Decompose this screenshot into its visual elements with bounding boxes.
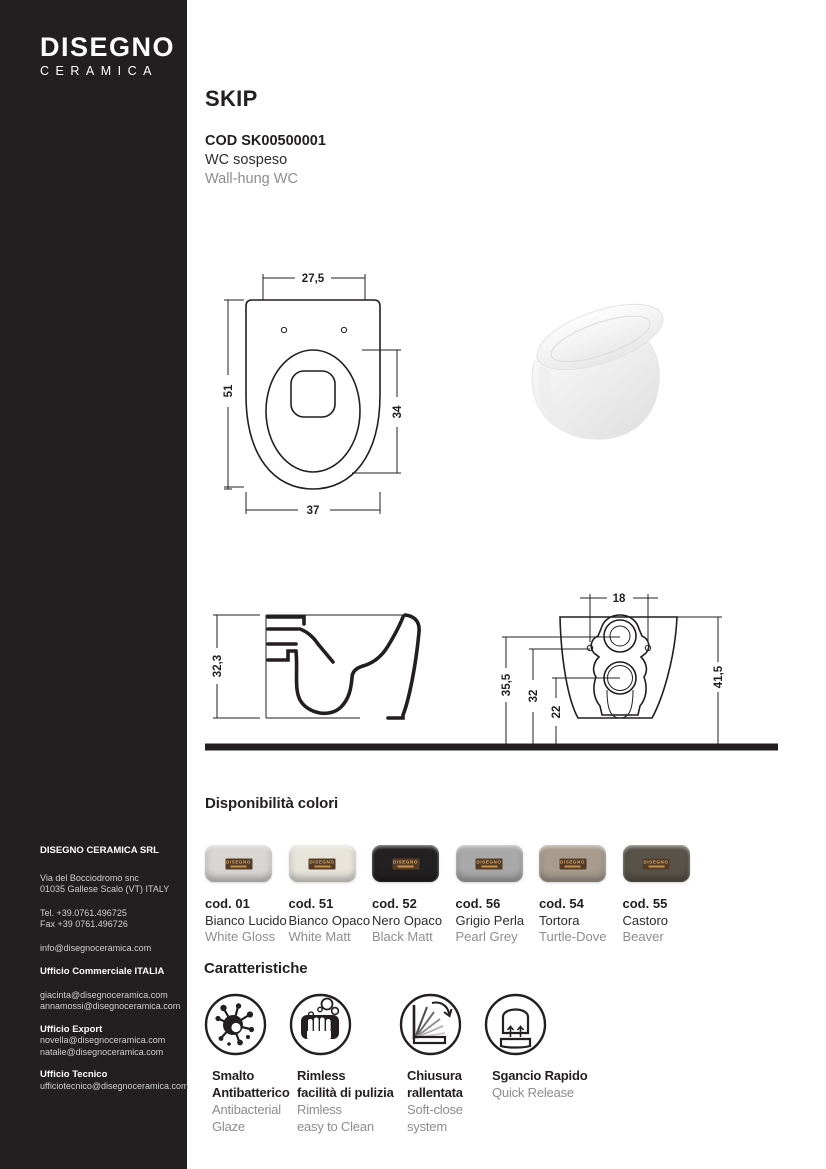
drain-area <box>291 371 335 417</box>
dim-outlet-height: 22 <box>551 705 563 719</box>
technical-drawings <box>200 270 800 765</box>
color-code: cod. 54 <box>539 896 584 911</box>
color-name-en: Pearl Grey <box>455 929 518 944</box>
product-name: SKIP <box>205 86 258 111</box>
color-name-it: Bianco Lucido <box>205 912 287 928</box>
product-type-it: WC sospeso <box>205 152 288 168</box>
color-swatch <box>623 845 690 882</box>
hinge-hole <box>281 327 286 332</box>
color-option <box>539 845 606 946</box>
address-line: Via del Bocciodromo snc <box>40 872 139 883</box>
swatch-logo-plate: DISEGNO <box>309 858 336 869</box>
dim-width-top: 27,5 <box>301 273 325 285</box>
email-line: ufficiotecnico@disegnoceramica.com <box>40 1080 189 1091</box>
color-code: cod. 55 <box>622 896 668 911</box>
company-name: DISEGNO CERAMICA SRL <box>40 845 159 856</box>
product-photo <box>529 291 671 439</box>
color-swatch <box>372 845 439 882</box>
swatch-logo-plate: DISEGNO <box>392 858 419 869</box>
dim-height-left: 51 <box>223 384 235 398</box>
color-name-it: Tortora <box>539 912 580 928</box>
swatch-logo-plate: DISEGNO <box>643 858 670 869</box>
fax-line: Fax +39 0761.496726 <box>40 919 128 929</box>
dim-side-height: 32,3 <box>212 654 224 678</box>
email-line: info@disegnoceramica.com <box>40 942 152 953</box>
color-name-en: White Gloss <box>205 929 276 944</box>
dim-inlet-height: 35,5 <box>501 673 513 697</box>
feature-label: Chiusura rallentata Soft-close system <box>407 1068 463 1134</box>
email-line: giacinta@disegnoceramica.com <box>40 989 168 1000</box>
soft-close-icon <box>399 993 462 1056</box>
color-code: cod. 01 <box>205 896 250 911</box>
color-swatch <box>289 845 356 882</box>
product-code: COD SK00500001 <box>205 133 326 149</box>
side-view-drawing <box>212 615 419 718</box>
color-name-it: Nero Opaco <box>372 912 443 928</box>
color-code: cod. 52 <box>372 896 417 911</box>
email-line: annamossi@disegnoceramica.com <box>40 1001 181 1011</box>
office-title: Ufficio Tecnico <box>40 1069 108 1080</box>
dim-hole-spacing: 18 <box>612 593 626 605</box>
feature-quick-release <box>484 993 599 1101</box>
office-section-export <box>40 1024 182 1059</box>
swatch-logo-plate: DISEGNO <box>476 858 503 869</box>
color-code: cod. 51 <box>288 896 334 911</box>
color-option <box>456 845 523 946</box>
color-swatch <box>539 845 606 882</box>
product-header <box>205 86 326 189</box>
seat-opening <box>266 350 360 472</box>
address-line: 01035 Gallese Scalo (VT) ITALY <box>40 884 170 894</box>
colors-section-title: Disponibilità colori <box>205 795 339 812</box>
color-option <box>623 845 690 946</box>
color-name-en: Turtle-Dove <box>539 929 607 944</box>
email-line: novella@disegnoceramica.com <box>40 1035 166 1045</box>
office-title: Ufficio Export <box>40 1023 103 1035</box>
email-line: natalie@disegnoceramica.com <box>40 1046 164 1057</box>
brand-logo <box>40 34 175 78</box>
inlet-hole <box>604 620 636 652</box>
color-option <box>372 845 443 946</box>
product-type-en: Wall-hung WC <box>205 171 298 187</box>
features-section <box>204 960 804 1140</box>
company-email <box>40 943 182 955</box>
feature-label: Smalto Antibatterico Antibacterial Glaze <box>212 1068 290 1134</box>
company-phones <box>40 908 182 931</box>
color-name-it: Bianco Opaco <box>288 912 371 928</box>
quick-release-icon <box>484 993 547 1056</box>
office-section-tecnico <box>40 1069 189 1092</box>
features-section-title: Caratteristiche <box>204 960 308 977</box>
swatch-row <box>205 845 765 946</box>
color-name-en: Black Matt <box>372 929 433 944</box>
color-code: cod. 56 <box>455 896 501 911</box>
rimless-icon <box>289 993 352 1056</box>
color-swatch <box>205 845 272 882</box>
dim-total-height: 41,5 <box>713 665 725 689</box>
dim-bowl-length: 34 <box>392 405 404 419</box>
company-address <box>40 873 182 896</box>
top-view-drawing <box>223 273 404 517</box>
color-swatch <box>456 845 523 882</box>
swatch-logo-plate: DISEGNO <box>559 858 586 869</box>
feature-rimless <box>289 993 404 1135</box>
swatch-logo-plate: DISEGNO <box>225 858 252 869</box>
color-option <box>288 845 371 946</box>
feature-label: Sgancio Rapido Quick Release <box>492 1068 588 1100</box>
brand-logo-sub: CERAMICA <box>40 64 158 78</box>
dim-holes-height: 32 <box>528 689 540 703</box>
dim-width-bottom: 37 <box>306 505 320 517</box>
color-name-it: Castoro <box>622 912 669 928</box>
color-name-en: Beaver <box>622 929 664 944</box>
rear-view-drawing <box>501 593 725 745</box>
color-name-it: Grigio Perla <box>455 912 525 928</box>
contact-info <box>40 845 189 1103</box>
phone-line: Tel. +39.0761.496725 <box>40 907 127 918</box>
antibacterial-icon <box>204 993 267 1056</box>
color-option <box>205 845 287 946</box>
hinge-hole <box>341 327 346 332</box>
feature-label: Rimless facilità di pulizia Rimless easy to Clean <box>297 1068 394 1134</box>
office-title: Ufficio Commerciale ITALIA <box>40 966 165 977</box>
brand-sidebar <box>0 0 187 1169</box>
office-section-commerciale <box>40 966 182 1013</box>
brand-logo-main: DISEGNO <box>40 32 176 62</box>
colors-section <box>205 795 765 946</box>
color-name-en: White Matt <box>288 929 351 944</box>
